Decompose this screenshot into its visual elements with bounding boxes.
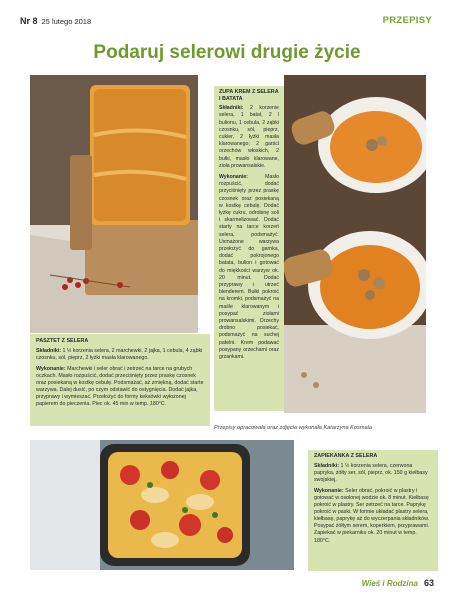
recipe-box-krem bbox=[214, 86, 284, 411]
header-issue-date bbox=[20, 16, 91, 26]
ingredients-label: Składniki: bbox=[36, 347, 62, 354]
issue-date: 25 lutego 2018 bbox=[41, 17, 92, 26]
photo-credit: Przepisy opracowała oraz zdjęcia wykonała Katarzyna Kosmala bbox=[214, 425, 372, 431]
recipe-title-zapiekanka: ZAPIEKANKA Z SELERA bbox=[314, 453, 378, 459]
prep-zapiekanka bbox=[314, 488, 432, 545]
ingredients-label: Składniki: bbox=[314, 462, 340, 469]
ingredients-zapiekanka bbox=[314, 463, 432, 484]
photo-zapiekanka bbox=[30, 440, 294, 570]
prep-text: Seler obrać, pokroić w plastry i gotować w osolonej wodzie ok. 8 minut. Kiełbasę pokroić w plastry. Ser zetrzeć na tarce. Paprykę pokroić w paski. W formie układać plastry selera, kiełbasę, paprykę aż do wyczerpania składników. Posypać żółtym serem, koperkiem, przyprawami. Zapiekać w piekarniku ok. 20 minut w temp. 180°C. bbox=[314, 487, 430, 544]
page-number: 63 bbox=[423, 578, 434, 588]
ingredients-text: 1 ½ korzenia selera, 2 marchewki, 2 jajka, 1 cebula, 4 ząbki czosnku, sól, pieprz, 2 łyżki masła klarowanego. bbox=[36, 347, 203, 361]
page-title: Podaruj selerowi drugie życie bbox=[93, 42, 361, 63]
ingredients-text: 2 korzenie selera, 1 batat, 2 l bulionu, 1 cebula, 2 ząbki czosnku, sól, pieprz, cukier, 2 łyżki masła klarowanego; 2 garści orzechów włoskich, 2 bułki, masło klarowane, zioła prowansalskie. bbox=[219, 105, 279, 169]
photo-pasztet bbox=[30, 75, 198, 333]
recipe-box-zapiekanka bbox=[308, 450, 438, 571]
recipe-title-pasztet: PASZTET Z SELERA bbox=[36, 338, 89, 344]
ingredients-text: 1 ½ korzenia selera, czerwona papryka, żółty ser, sól, pieprz, ok. 150 g kiełbasy swojskiej. bbox=[314, 462, 428, 483]
ingredients-pasztet bbox=[36, 348, 204, 362]
ingredients-krem bbox=[219, 105, 279, 170]
magazine-name: Wieś i Rodzina bbox=[361, 579, 418, 588]
prep-text: Marchewki i seler obrać i zetrzeć na tarce na grubych oczkach. Masło rozpuścić, dodać przeciśnięty przez praskę czosnek oraz posiekaną w kostkę cebulę. Podsmażać, aż zmiękną, dodać starte warzywa. Dalej dusić, po czym odstawić do ostygnięcia. Dodać jajka, przyprawy i wymieszać. Przełożyć do formy keksówki wyłożonej papierem do pieczenia. Piec ok. 45 min w temp. 180°C. bbox=[36, 365, 204, 408]
prep-text: Masło rozpuścić, dodać przyciśnięty przez praskę czosnek oraz posiekaną w kostkę cebulę. Dodać łyżkę cukru, odrobinę soli i skarmelizować. Dodać starty na tarce korzeń selera, podsmażyć. Usmażone warzywa przełożyć do garnka, dodać pokrojonego batata, bulion i gotować do miękkości warzyw ok. 20 minut. Dodać przyprawy i utrzeć blenderem. Bułki pokroić na kromki, podsmażyć na maśle klarowanym i posypać ziołami prowansalskimi. Orzechy drobno posiekać, podsmażyć na suchej patelni. Krem podawać posypany orzechami oraz grzankami. bbox=[219, 174, 279, 361]
prep-label: Wykonanie: bbox=[36, 365, 66, 372]
recipe-title-krem: ZUPA KREM Z SELERA I BATATA bbox=[219, 89, 279, 102]
ingredients-label: Składniki: bbox=[219, 105, 244, 112]
prep-label: Wykonanie: bbox=[314, 487, 344, 494]
issue-number: Nr 8 bbox=[20, 16, 38, 26]
prep-krem bbox=[219, 174, 279, 361]
recipe-box-pasztet bbox=[30, 334, 210, 426]
photo-zupa-krem bbox=[284, 75, 426, 413]
prep-label: Wykonanie: bbox=[219, 174, 249, 181]
prep-pasztet bbox=[36, 366, 204, 409]
section-label: PRZEPISY bbox=[382, 15, 432, 26]
